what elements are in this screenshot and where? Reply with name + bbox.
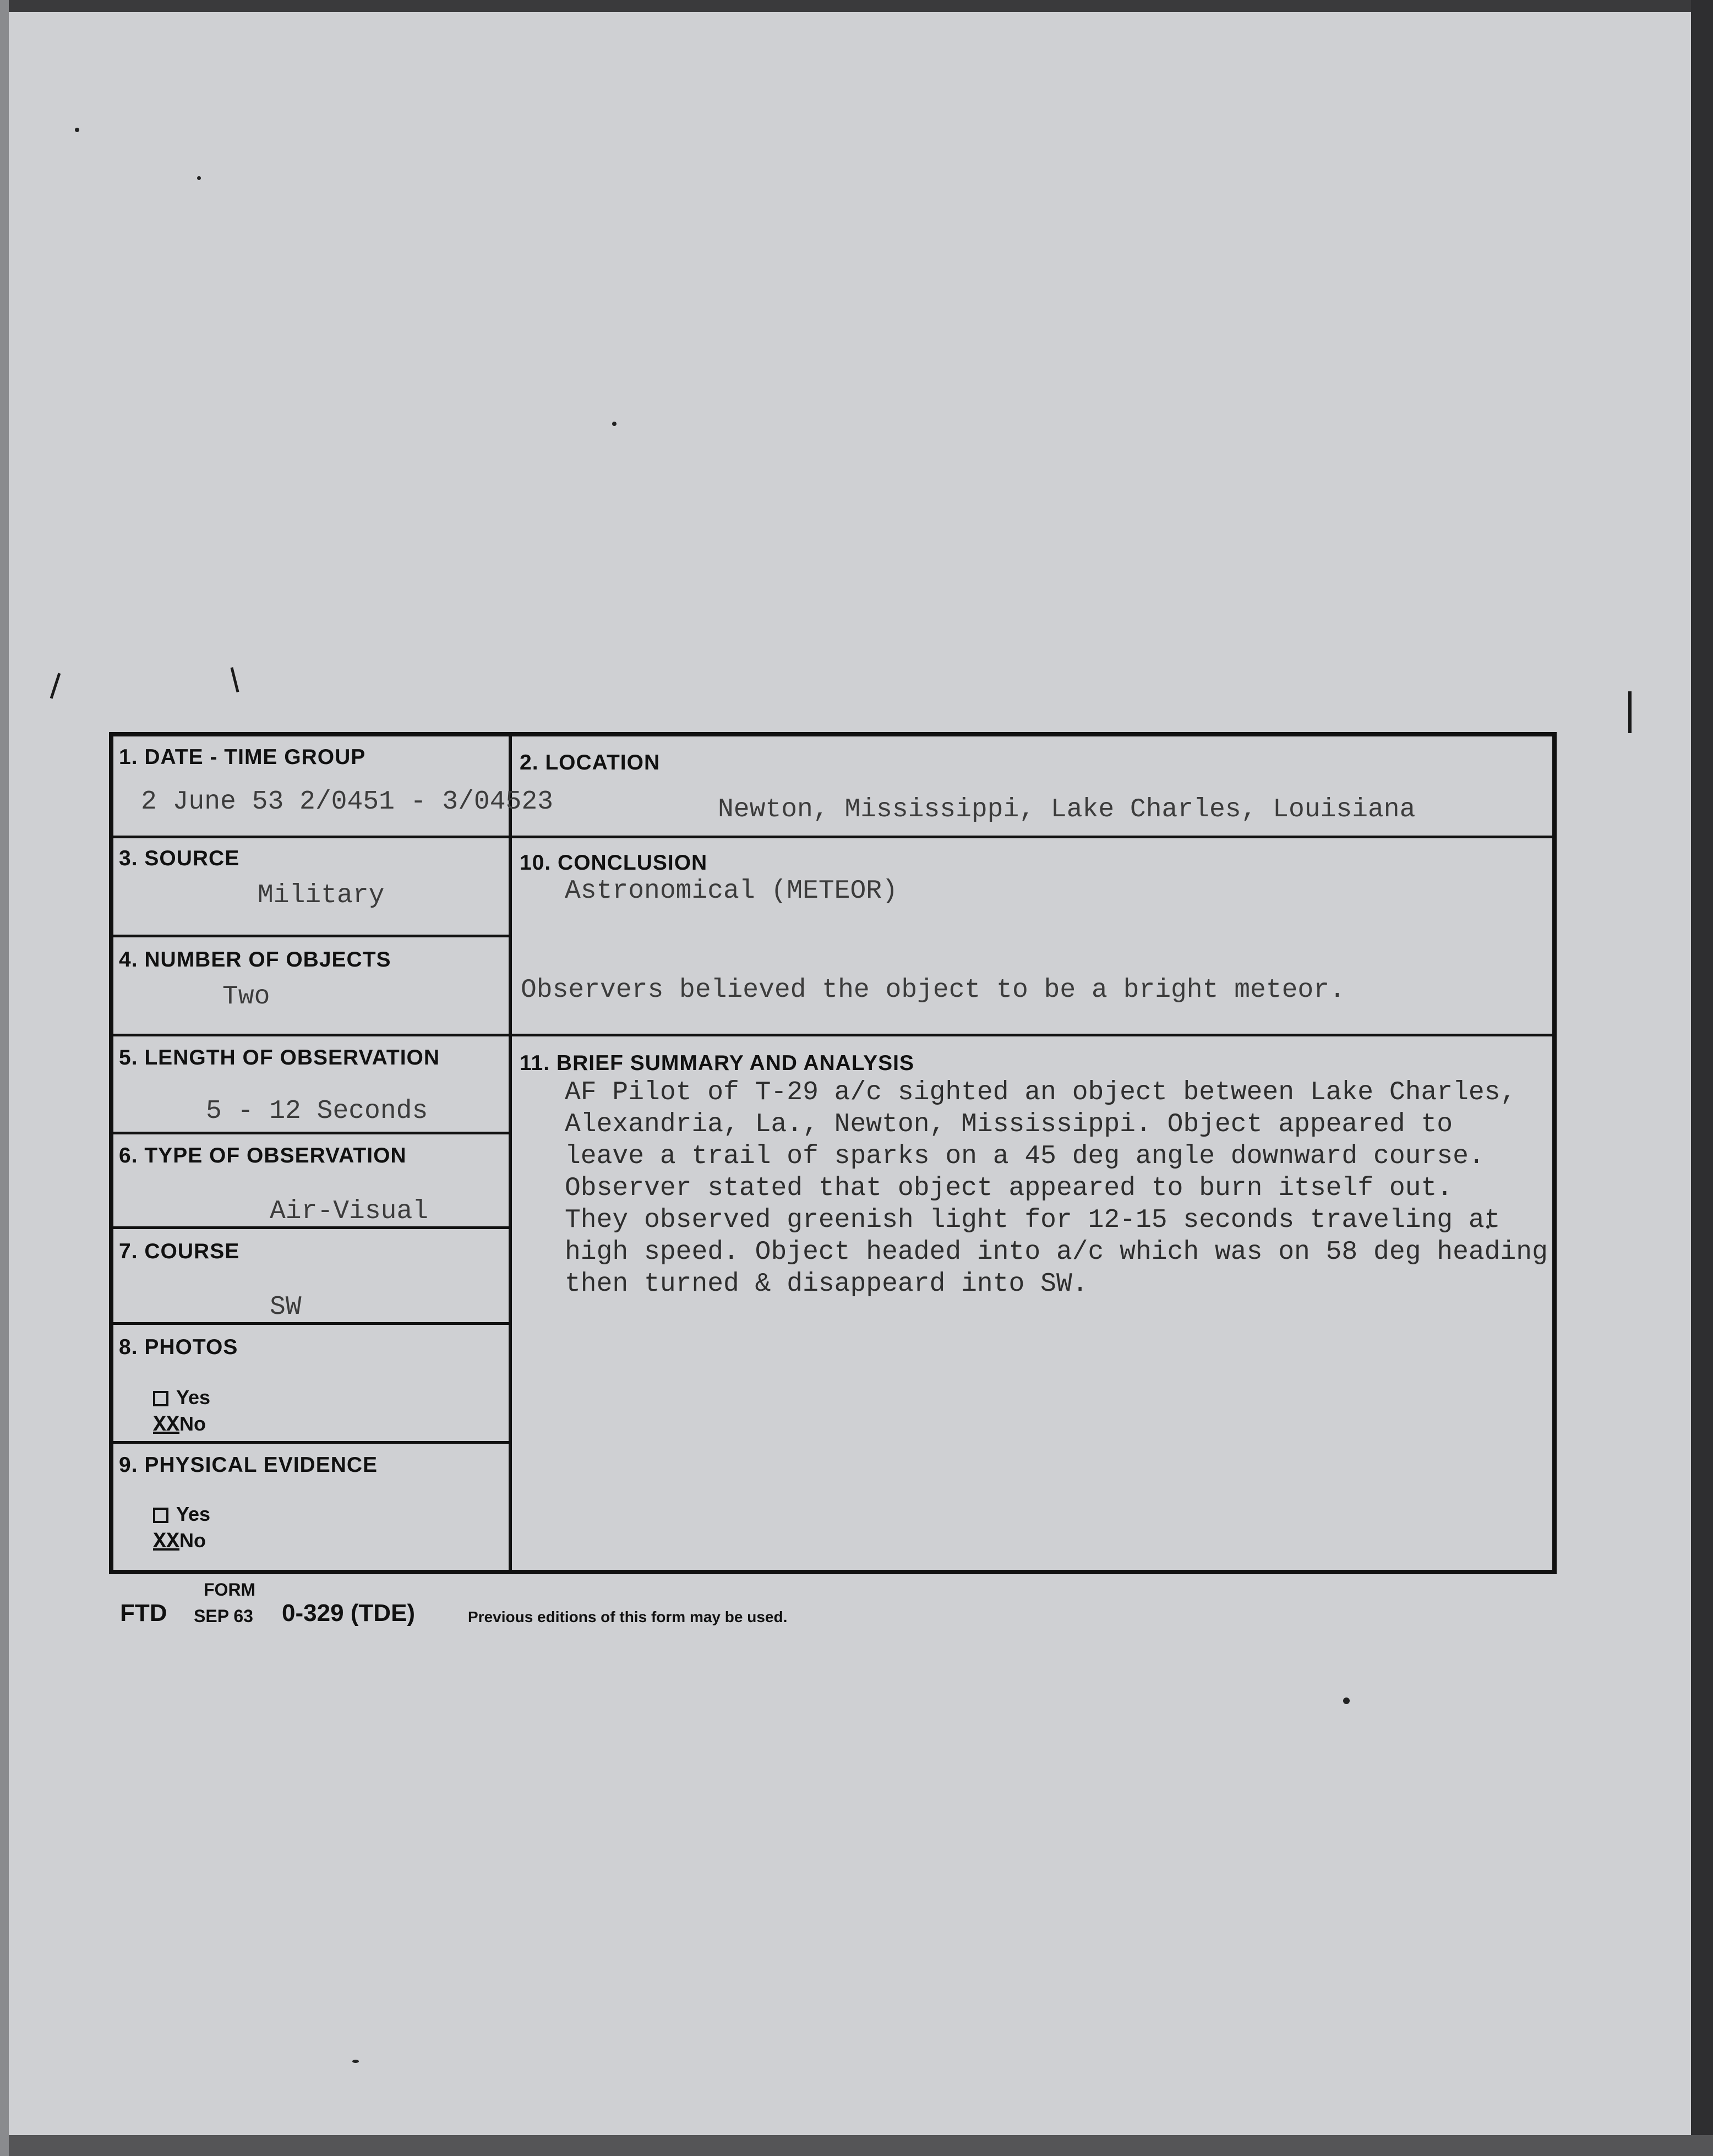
scan-speck [612,422,617,426]
row-divider [113,1441,510,1444]
row-divider [113,1034,1552,1036]
photos-label: 8. PHOTOS [119,1335,238,1359]
source-value: Military [258,881,385,910]
footer-form-number: 0-329 (TDE) [282,1600,416,1626]
summary-label: 11. BRIEF SUMMARY AND ANALYSIS [520,1051,914,1075]
conclusion-note: Observers believed the object to be a bright meteor. [521,975,1345,1005]
scan-mark [1628,691,1632,733]
length-of-observation-label: 5. LENGTH OF OBSERVATION [119,1046,440,1069]
scan-speck [197,176,201,180]
physical-evidence-yes-option [153,1503,210,1526]
row-divider [113,836,1552,838]
scan-edge-right [1691,0,1713,2156]
course-label: 7. COURSE [119,1240,240,1263]
photos-yes-label: Yes [176,1386,211,1409]
footer-form-word: FORM [204,1580,256,1600]
photos-no-label: No [179,1412,206,1435]
summary-text: AF Pilot of T-29 a/c sighted an object between Lake Charles, Alexandria, La., Newton, Mississippi. Object appeared to leave a trail of sparks on a 45 deg angle downward course. Observer stated that object appeared to burn itself out. They observed greenish light for 12-15 seconds traveling at high speed. Object headed into a/c which was on 58 deg heading then turned & disappeard into SW. [565,1078,1548,1299]
type-of-observation-value: Air-Visual [270,1197,429,1226]
footer-note: Previous editions of this form may be used. [468,1608,788,1625]
checkbox-empty-icon [153,1391,168,1406]
type-of-observation-label: 6. TYPE OF OBSERVATION [119,1144,407,1167]
scan-edge-bottom [0,2135,1713,2156]
project-card-form [109,732,1557,1574]
typed-x-mark: XX [153,1413,180,1438]
scan-edge-top [0,0,1713,12]
row-divider [113,1132,510,1134]
conclusion-label: 10. CONCLUSION [520,851,708,875]
source-label: 3. SOURCE [119,847,240,870]
scan-edge-left [0,0,9,2156]
row-divider [113,935,510,937]
number-of-objects-label: 4. NUMBER OF OBJECTS [119,948,391,971]
photos-yes-option [153,1386,210,1409]
column-divider [509,736,512,1570]
scan-mark [231,667,239,692]
date-time-group-label: 1. DATE - TIME GROUP [119,745,366,769]
physical-evidence-no-option [153,1529,206,1554]
physical-evidence-yes-label: Yes [176,1503,211,1525]
scan-mark [50,673,61,698]
course-value: SW [270,1292,302,1322]
location-label: 2. LOCATION [520,751,661,774]
date-time-group-value: 2 June 53 2/0451 - 3/04523 [141,787,553,817]
footer-ftd: FTD [120,1600,167,1626]
checkbox-empty-icon [153,1508,168,1523]
photos-no-option [153,1412,206,1438]
typed-x-mark: XX [153,1530,180,1554]
row-divider [113,1226,510,1229]
scan-speck [352,2060,359,2063]
row-divider [113,1322,510,1325]
location-value: Newton, Mississippi, Lake Charles, Louisiana [718,795,1416,825]
number-of-objects-value: Two [222,982,270,1012]
footer-date: SEP 63 [194,1606,253,1626]
length-of-observation-value: 5 - 12 Seconds [206,1096,428,1126]
conclusion-value: Astronomical (METEOR) [565,876,898,906]
physical-evidence-label: 9. PHYSICAL EVIDENCE [119,1453,378,1477]
scan-speck [1343,1697,1350,1704]
scan-speck [75,128,79,132]
physical-evidence-no-label: No [179,1529,206,1552]
